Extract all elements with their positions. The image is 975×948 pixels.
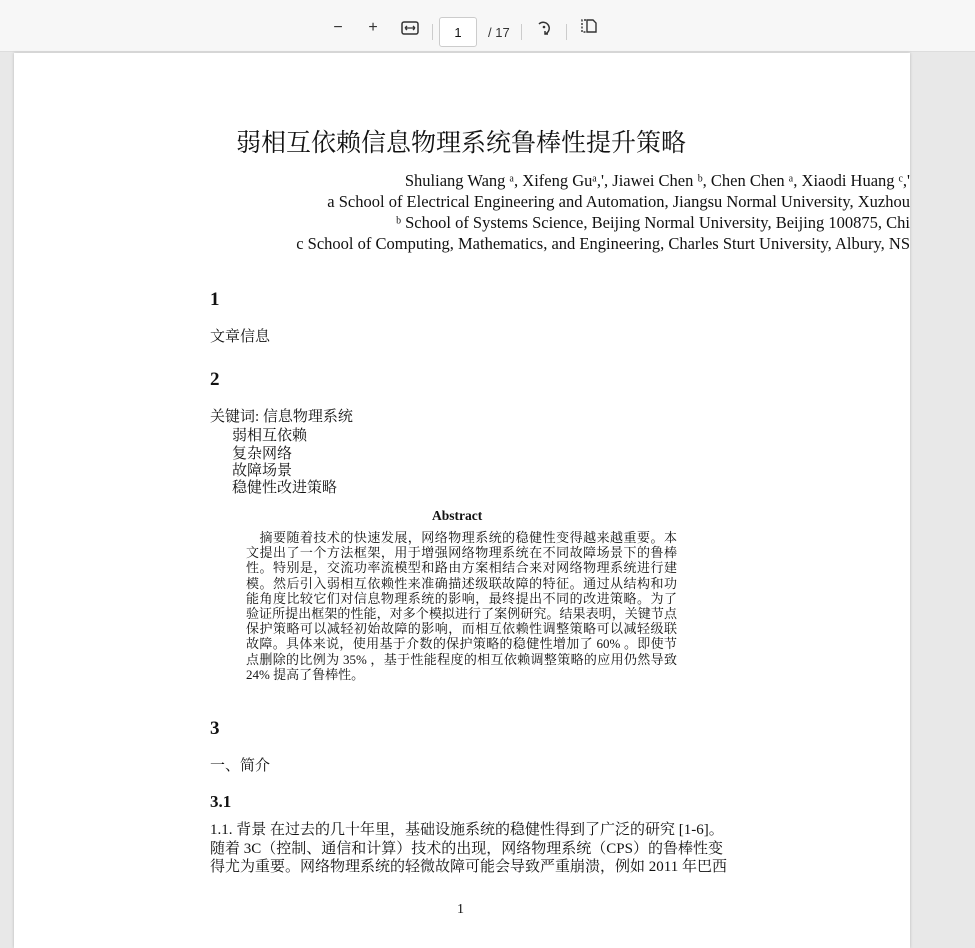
abstract-line: 点删除的比例为 35% ，基于性能程度的相互依赖调整策略的应用仍然导致 [246, 651, 677, 667]
divider [566, 24, 567, 40]
zoom-out-button[interactable]: − [333, 19, 343, 36]
abstract-line: 24% 提高了鲁棒性。 [246, 666, 365, 682]
rotate-icon [535, 18, 553, 36]
abstract-line: 文提出了一个方法框架，用于增强网络物理系统在不同故障场景下的鲁棒 [246, 545, 677, 561]
body-line: 1.1. 背景 在过去的几十年里，基础设施系统的稳健性得到了广泛的研究 [1-6]。 [210, 822, 724, 838]
section-text: 一、简介 [210, 758, 271, 774]
page-total: / 17 [488, 25, 510, 40]
body-line: 随着 3C（控制、通信和计算）技术的出现，网络物理系统（CPS）的鲁棒性变 [210, 840, 723, 857]
page-number-input[interactable]: 1 [439, 17, 477, 47]
abstract-line: 验证所提出框架的性能，对多个模拟进行了案例研究。结果表明，关键节点 [246, 605, 677, 621]
pdf-page [14, 53, 910, 948]
keyword: 弱相互依赖 [232, 428, 308, 444]
keywords-label: 关键词: 信息物理系统 [210, 409, 353, 425]
fit-width-icon [401, 21, 419, 35]
keyword: 稳健性改进策略 [232, 480, 338, 496]
affiliation-b: ᵇ School of Systems Science, Beijing Normal University, Beijing 100875, Chi [395, 213, 910, 232]
affiliation-a: a School of Electrical Engineering and Automation, Jiangsu Normal University, Xuzhou [327, 192, 910, 211]
page-view-icon [580, 18, 598, 34]
affiliation-c: c School of Computing, Mathematics, and Engineering, Charles Sturt University, Albury, NS [296, 234, 910, 253]
page-number: 1 [457, 902, 464, 917]
paper-title: 弱相互依赖信息物理系统鲁棒性提升策略 [236, 130, 687, 157]
section-heading: 1 [210, 289, 220, 310]
abstract-line: 故障。具体来说，使用基于介数的保护策略的稳健性增加了 60% 。即使节 [246, 636, 677, 652]
section-heading: 3 [210, 718, 220, 739]
divider [521, 24, 522, 40]
divider [432, 24, 433, 40]
abstract-line: 能角度比较它们对信息物理系统的影响，最终提出不同的改进策略。为了 [246, 590, 677, 606]
keyword: 复杂网络 [232, 446, 293, 462]
pdf-toolbar [0, 0, 975, 52]
abstract-body [246, 530, 677, 682]
abstract-line: 摘要随着技术的快速发展，网络物理系统的稳健性变得越来越重要。本 [246, 530, 677, 545]
section-text: 文章信息 [210, 329, 271, 345]
abstract-line: 保护策略可以减轻初始故障的影响，而相互依赖性调整策略可以减轻级联 [246, 621, 677, 637]
keyword: 故障场景 [232, 463, 293, 479]
rotate-button[interactable] [534, 18, 554, 38]
authors: Shuliang Wang ᵃ, Xifeng Guᵃ,', Jiawei Chen ᵇ, Chen Chen ᵃ, Xiaodi Huang ᶜ,' [404, 171, 910, 190]
abstract-title: Abstract [432, 508, 483, 523]
abstract-line: 模。然后引入弱相互依赖性来准确描述级联故障的特征。通过从结构和功 [246, 575, 677, 591]
abstract-line: 性。特别是，交流功率流模型和路由方案相结合来对网络物理系统进行建 [246, 560, 677, 576]
subsection-heading: 3.1 [210, 792, 232, 811]
two-page-view-button[interactable] [579, 18, 599, 38]
fit-width-button[interactable] [400, 18, 420, 38]
body-line: 得尤为重要。网络物理系统的轻微故障可能会导致严重崩溃，例如 2011 年巴西 [210, 859, 727, 875]
body-paragraph [210, 821, 727, 877]
zoom-in-button[interactable]: + [368, 19, 378, 36]
section-heading: 2 [210, 369, 220, 390]
